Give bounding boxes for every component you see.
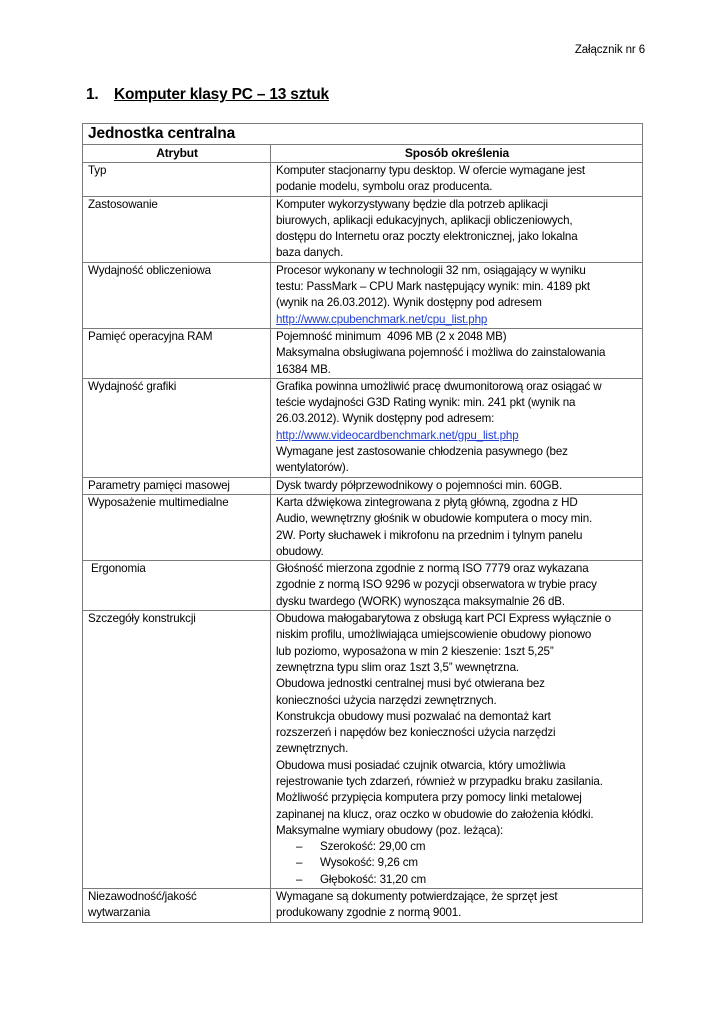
spec-line: Możliwość przypięcia komputera przy pomocy linki metalowej	[276, 791, 582, 805]
spec-line: Konstrukcja obudowy musi pozwalać na demontaż kart	[276, 709, 551, 723]
dimension-text: Głębokość: 31,20 cm	[320, 872, 427, 886]
spec-line: Obudowa jednostki centralnej musi być otwierana bez	[276, 677, 545, 691]
dash-bullet-icon: –	[296, 840, 303, 854]
dimension-item-depth	[296, 872, 638, 888]
table-row	[83, 611, 643, 889]
section-title-text: Komputer klasy PC – 13 sztuk	[114, 86, 329, 103]
attribute-cell: Zastosowanie	[83, 196, 271, 262]
spec-line: testu: PassMark – CPU Mark następujący wynik: min. 4189 pkt	[276, 280, 590, 294]
table-row	[83, 889, 643, 923]
attribute-label: Ergonomia	[91, 562, 146, 576]
attribute-line: wytwarzania	[88, 906, 151, 920]
specification-cell	[271, 477, 643, 494]
dimensions-list	[276, 839, 638, 888]
annex-label: Załącznik nr 6	[574, 44, 645, 56]
specification-cell	[271, 494, 643, 560]
spec-line: biurowych, aplikacji edukacyjnych, aplikacji obliczeniowych,	[276, 213, 573, 227]
attribute-cell: Typ	[83, 163, 271, 197]
table-row	[83, 494, 643, 560]
table-column-header-row	[83, 145, 643, 163]
dimension-text: Wysokość: 9,26 cm	[320, 856, 418, 870]
spec-line: Pojemność minimum 4096 MB (2 x 2048 MB)	[276, 329, 507, 343]
dash-bullet-icon: –	[296, 856, 303, 870]
spec-line: niskim profilu, umożliwiająca umiejscowienie obudowy pionowo	[276, 628, 592, 642]
spec-line: Dysk twardy półprzewodnikowy o pojemności min. 60GB.	[276, 478, 563, 492]
spec-line: 16384 MB.	[276, 362, 331, 376]
attribute-cell: Pamięć operacyjna RAM	[83, 328, 271, 378]
spec-line: Maksymalna obsługiwana pojemność i możliwa do zainstalowania	[276, 346, 606, 360]
specification-cell	[271, 378, 643, 477]
attribute-cell: Wydajność obliczeniowa	[83, 262, 271, 328]
attribute-cell: Wydajność grafiki	[83, 378, 271, 477]
spec-line: (wynik na 26.03.2012). Wynik dostępny pod adresem	[276, 296, 542, 310]
unit-title: Jednostka centralna	[83, 124, 643, 145]
specification-cell	[271, 561, 643, 611]
table-row	[83, 328, 643, 378]
specification-cell	[271, 328, 643, 378]
spec-line: lub poziomo, wyposażona w min 2 kieszenie: 1szt 5,25”	[276, 644, 554, 658]
spec-line: 2W. Porty słuchawek i mikrofonu na przednim i tylnym panelu	[276, 528, 583, 542]
dimension-item-width	[296, 839, 638, 855]
spec-line: zgodnie z normą ISO 9296 w pozycji obserwatora w trybie pracy	[276, 578, 597, 592]
spec-line: Maksymalne wymiary obudowy (poz. leżąca):	[276, 823, 504, 837]
spec-line: zapinanej na klucz, oraz oczko w obudowie do założenia kłódki.	[276, 807, 594, 821]
dash-bullet-icon: –	[296, 872, 303, 886]
table-unit-header-row	[83, 124, 643, 145]
dimension-item-height	[296, 855, 638, 871]
table-row	[83, 477, 643, 494]
spec-line: dostępu do Internetu oraz poczty elektronicznej, jako lokalna	[276, 230, 578, 244]
dimension-text: Szerokość: 29,00 cm	[320, 840, 426, 854]
specification-cell	[271, 262, 643, 328]
spec-line: obudowy.	[276, 544, 324, 558]
specification-cell	[271, 611, 643, 889]
specification-table	[82, 123, 643, 923]
table-row	[83, 262, 643, 328]
section-title	[86, 86, 329, 104]
section-number: 1.	[86, 86, 99, 103]
specification-cell	[271, 163, 643, 197]
attribute-cell	[83, 889, 271, 923]
spec-line: Wymagane jest zastosowanie chłodzenia pasywnego (bez	[276, 445, 568, 459]
spec-line: Komputer stacjonarny typu desktop. W ofercie wymagane jest	[276, 164, 585, 177]
spec-line: dysku twardego (WORK) wynosząca maksymalnie 26 dB.	[276, 594, 565, 608]
spec-line: baza danych.	[276, 246, 344, 260]
spec-line: 26.03.2012). Wynik dostępny pod adresem:	[276, 412, 495, 426]
spec-line: podanie modelu, symbolu oraz producenta.	[276, 180, 493, 194]
table-row	[83, 163, 643, 197]
spec-line: zewnętrzna typu slim oraz 1szt 3,5” wewnętrzna.	[276, 660, 519, 674]
spec-line: Obudowa musi posiadać czujnik otwarcia, który umożliwia	[276, 758, 566, 772]
videocardbenchmark-link[interactable]: http://www.videocardbenchmark.net/gpu_list.php	[276, 428, 519, 442]
column-header-attribute: Atrybut	[83, 145, 271, 163]
spec-line: Wymagane są dokumenty potwierdzające, że sprzęt jest	[276, 890, 558, 904]
spec-line: rejestrowanie tych zdarzeń, również w przypadku braku zasilania.	[276, 774, 603, 788]
spec-line: Procesor wykonany w technologii 32 nm, osiągający w wyniku	[276, 263, 586, 277]
spec-line: Głośność mierzona zgodnie z normą ISO 7779 oraz wykazana	[276, 562, 589, 576]
attribute-cell: Szczegóły konstrukcji	[83, 611, 271, 889]
attribute-cell: Wyposażenie multimedialne	[83, 494, 271, 560]
spec-line: Audio, wewnętrzny głośnik w obudowie komputera o mocy min.	[276, 512, 593, 526]
table-row	[83, 561, 643, 611]
specification-cell	[271, 196, 643, 262]
column-header-specification: Sposób określenia	[271, 145, 643, 163]
attribute-cell	[83, 561, 271, 611]
attribute-cell: Parametry pamięci masowej	[83, 477, 271, 494]
spec-line: produkowany zgodnie z normą 9001.	[276, 906, 462, 920]
spec-line: Karta dźwiękowa zintegrowana z płytą główną, zgodna z HD	[276, 495, 578, 509]
attribute-line: Niezawodność/jakość	[88, 890, 197, 904]
specification-cell	[271, 889, 643, 923]
spec-line: rozszerzeń i napędów bez konieczności użycia narzędzi	[276, 726, 556, 740]
spec-line: Komputer wykorzystywany będzie dla potrzeb aplikacji	[276, 197, 548, 211]
spec-line: Obudowa małogabarytowa z obsługą kart PCI Express wyłącznie o	[276, 612, 611, 626]
table-row	[83, 378, 643, 477]
table-row	[83, 196, 643, 262]
spec-line: konieczności użycia narzędzi zewnętrznych.	[276, 693, 497, 707]
spec-line: zewnętrznych.	[276, 742, 349, 756]
spec-line: Grafika powinna umożliwić pracę dwumonitorową oraz osiągać w	[276, 379, 602, 393]
spec-line: wentylatorów).	[276, 461, 349, 475]
spec-line: teście wydajności G3D Rating wynik: min. 241 pkt (wynik na	[276, 396, 576, 410]
cpubenchmark-link[interactable]: http://www.cpubenchmark.net/cpu_list.php	[276, 312, 488, 326]
